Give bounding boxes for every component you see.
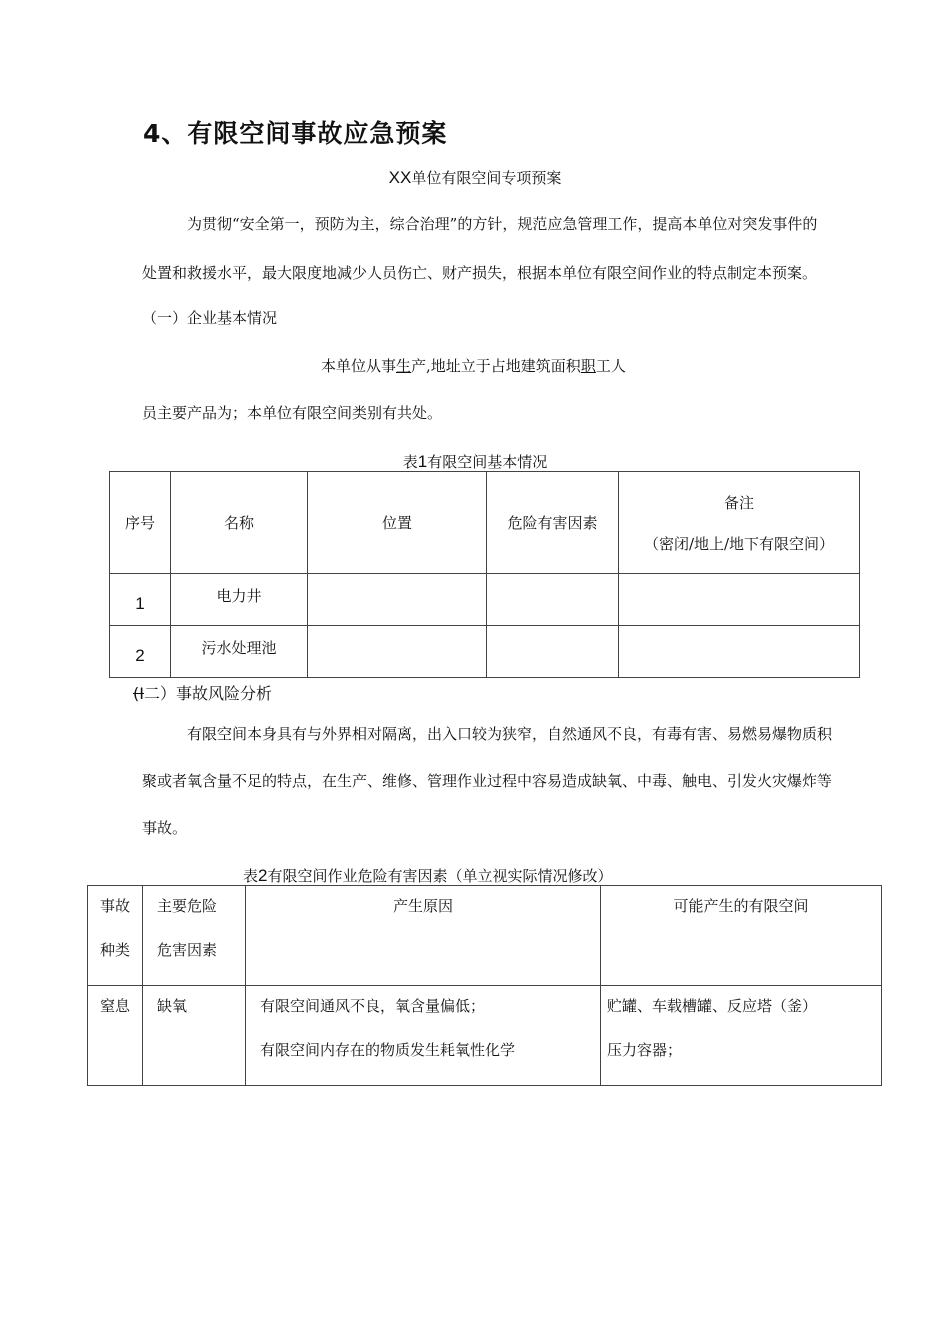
table1-header-remark (619, 472, 860, 574)
table1-cell-seq: 2 (110, 626, 171, 678)
page-title: 4、有限空间事故应急预案 (143, 119, 448, 148)
table2-cell-factor: 缺氧 (143, 986, 246, 1086)
table1-cell-remark (619, 626, 860, 678)
section2-line-1: 有限空间本身具有与外界相对隔离，出入口较为狭窄，自然通风不良，有毒有害、易燃易爆物质积 (187, 725, 833, 743)
table1-cell-hazard (487, 626, 619, 678)
table1-header-name: 名称 (171, 472, 308, 574)
intro-line-1: 为贯彻“安全第一，预防为主，综合治理”的方针，规范应急管理工作，提高本单位对突发事件的 (187, 215, 818, 233)
section2-line-3: 事故。 (142, 819, 188, 837)
table2-cell-type: 窒息 (88, 986, 143, 1086)
table1-cell-name: 污水处理池 (171, 626, 308, 678)
section2-line-2: 聚或者氧含量不足的特点，在生产、维修、管理作业过程中容易造成缺氧、中毒、触电、引发火灾爆炸等 (142, 772, 833, 790)
section2-title (133, 681, 272, 704)
table-row (88, 986, 882, 1086)
table2-header-type: 事故 种类 (88, 886, 143, 986)
table2-header-cause: 产生原因 (246, 886, 601, 986)
table1 (109, 471, 860, 678)
subtitle-text: 单位有限空间专项预案 (411, 169, 562, 187)
section1-underline-1: 生 (396, 357, 412, 375)
intro-line-2: 处置和救援水平，最大限度地减少人员伤亡、财产损失，根据本单位有限空间作业的特点制定本预案。 (142, 264, 818, 282)
section1-line-2: 员主要产品为；本单位有限空间类别有共处。 (142, 404, 443, 422)
section2-strike: (I (133, 684, 144, 703)
table1-header-remark-note: （密闭/地上/地下有限空间） (643, 534, 835, 553)
table2-header-row (88, 886, 882, 986)
section2-title-text: 二）事故风险分析 (143, 684, 272, 703)
table1-cell-seq: 1 (110, 574, 171, 626)
table-row (110, 574, 860, 626)
table1-header-seq: 序号 (110, 472, 171, 574)
table1-cell-location (308, 626, 487, 678)
subtitle (0, 167, 950, 188)
table1-caption: 表1有限空间基本情况 (402, 452, 548, 471)
section1-text-c: 工人 (595, 357, 626, 375)
table1-cell-remark (619, 574, 860, 626)
table1-cell-name: 电力井 (171, 574, 308, 626)
table-row (110, 626, 860, 678)
table2-cell-space: 贮罐、车载槽罐、反应塔（釜） 压力容器； (601, 986, 882, 1086)
table1-header-remark-label: 备注 (723, 493, 754, 512)
table2-cell-cause: 有限空间通风不良，氧含量偏低； 有限空间内存在的物质发生耗氧性化学 (246, 986, 601, 1086)
section1-text-a: 本单位从事 (321, 357, 397, 375)
table1-header-hazard: 危险有害因素 (487, 472, 619, 574)
section1-title: （一）企业基本情况 (142, 309, 278, 327)
table2-header-factor: 主要危险 危害因素 (143, 886, 246, 986)
table2-caption: 表2有限空间作业危险有害因素（单立视实际情况修改） (243, 866, 613, 885)
table2-header-space: 可能产生的有限空间 (601, 886, 882, 986)
section1-text-b: 产,地址立于占地建筑面积 (411, 357, 581, 375)
table1-cell-hazard (487, 574, 619, 626)
table1-cell-location (308, 574, 487, 626)
table1-header-row (110, 472, 860, 574)
section1-line-1 (321, 355, 626, 376)
subtitle-prefix: XX (388, 168, 412, 187)
section1-underline-2: 职 (580, 357, 596, 375)
table1-header-location: 位置 (308, 472, 487, 574)
table2 (87, 885, 882, 1086)
